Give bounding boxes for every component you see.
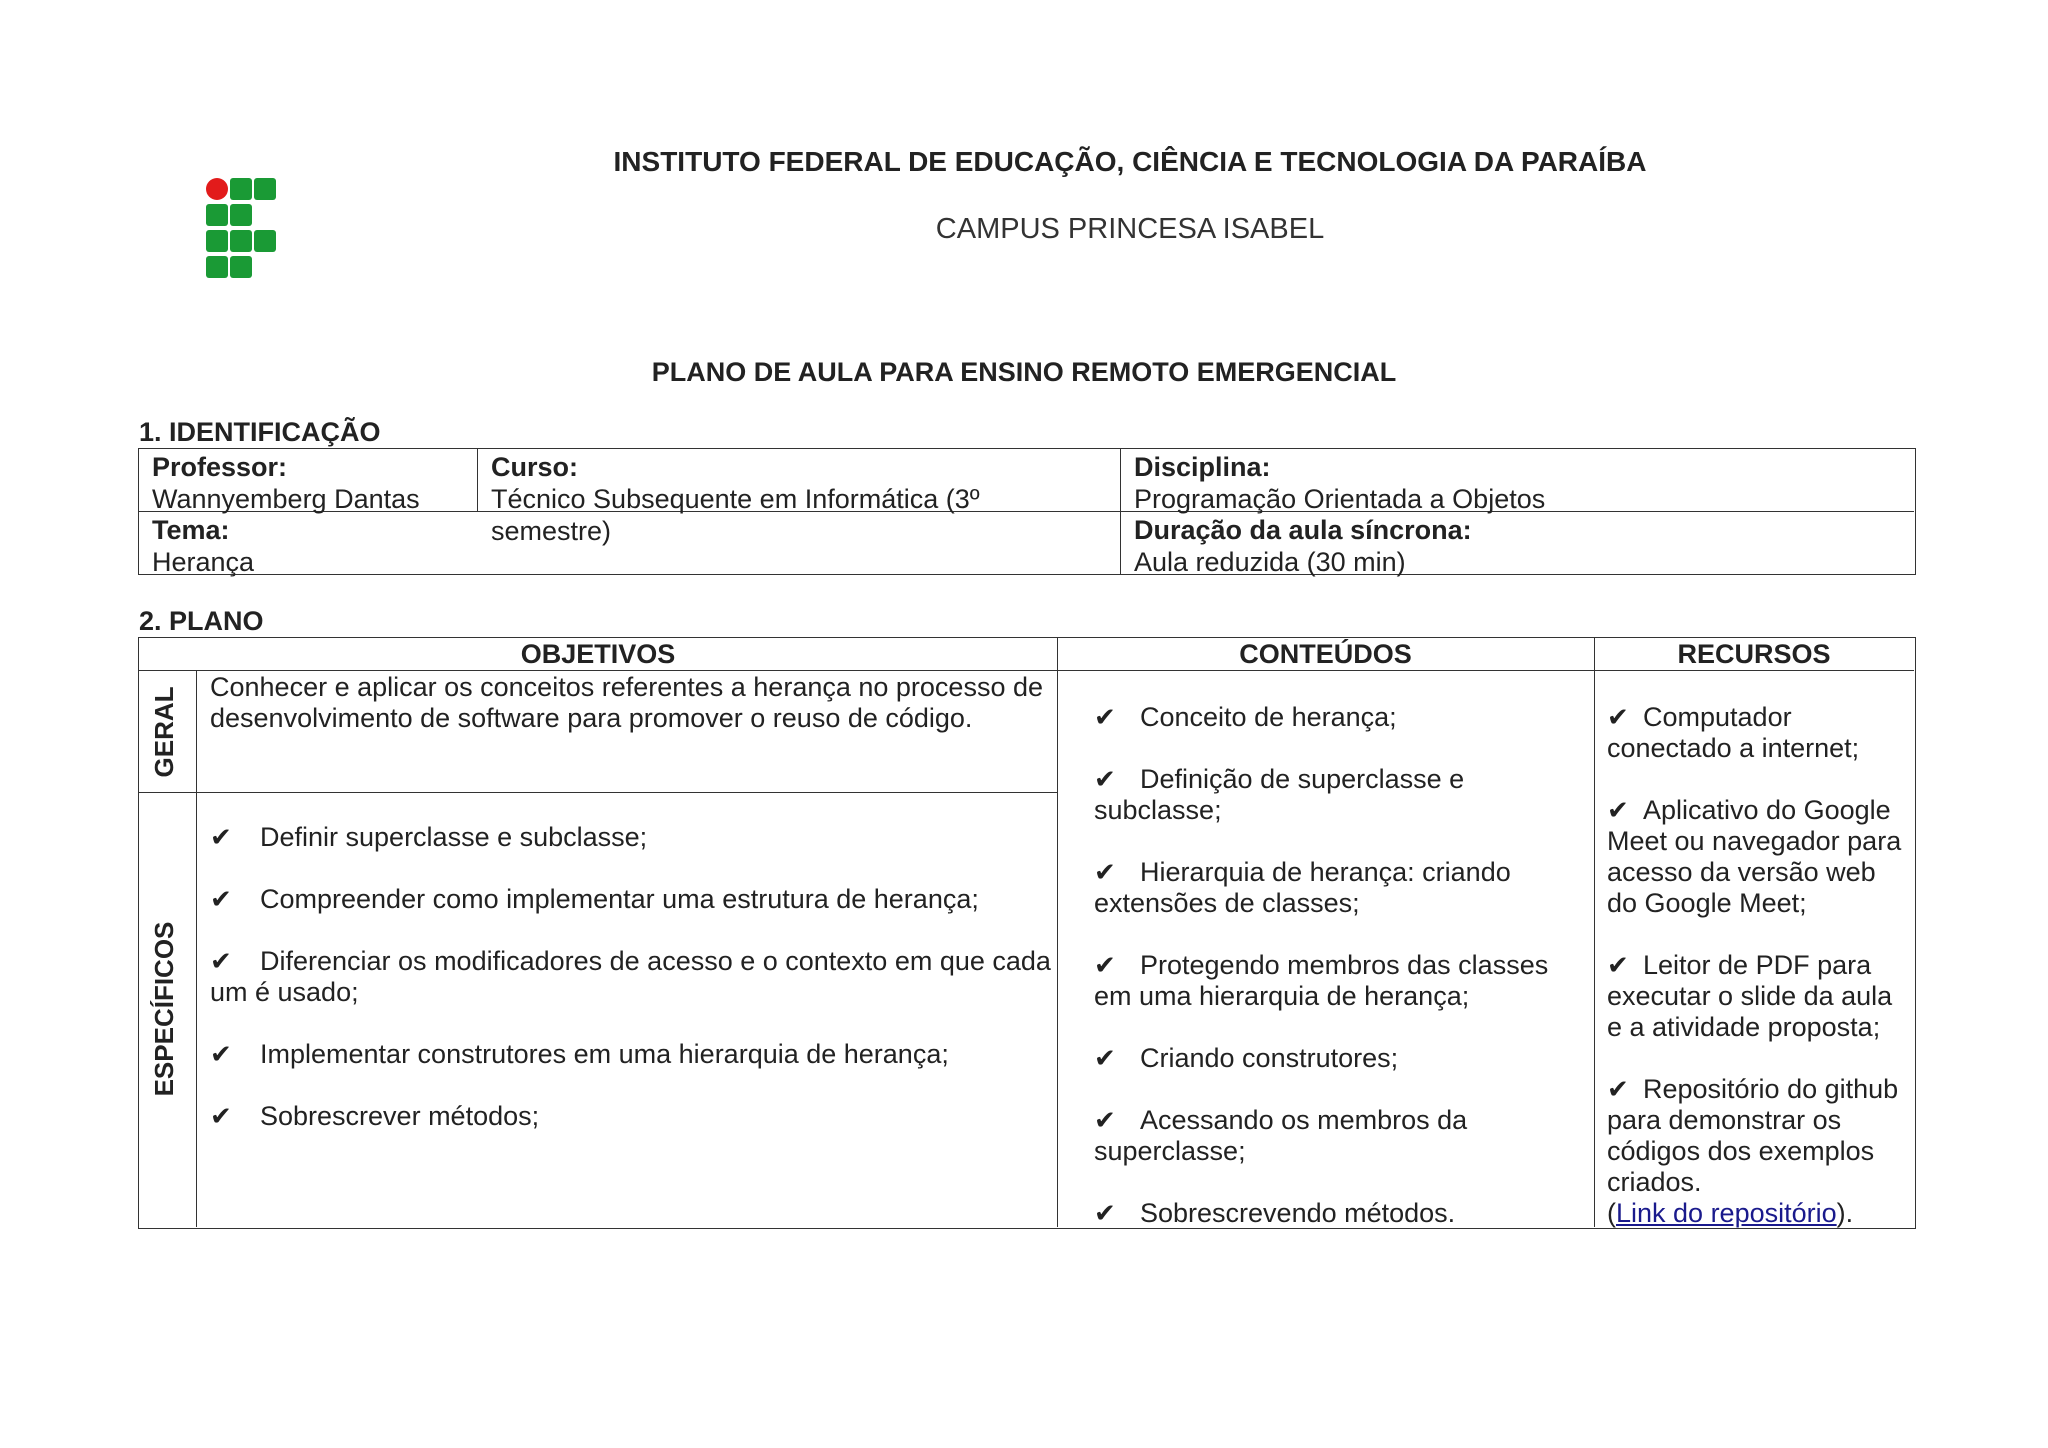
list-item [1094, 1105, 1584, 1167]
check-icon: ✔ [1607, 795, 1629, 825]
campus-name: CAMPUS PRINCESA ISABEL [935, 213, 1325, 245]
plan-table [138, 637, 1916, 1229]
header-recursos: RECURSOS [1677, 639, 1831, 669]
check-icon: ✔ [210, 1039, 232, 1069]
list-item-text: Compreender como implementar uma estrutura de herança; [260, 884, 979, 914]
header-objetivos: OBJETIVOS [520, 639, 676, 669]
check-icon: ✔ [1094, 1105, 1116, 1135]
list-item-text: Leitor de PDF para executar o slide da aula e a atividade proposta; [1607, 950, 1893, 1042]
list-item [1607, 950, 1912, 1043]
list-item-text: Aplicativo do Google Meet ou navegador para acesso da versão web do Google Meet; [1607, 795, 1902, 918]
duracao-cell [1121, 512, 1914, 577]
tema-cell [139, 512, 1121, 577]
disciplina-value: Programação Orientada a Objetos [1134, 484, 1546, 514]
list-item-text: Repositório do github para demonstrar os códigos dos exemplos criados. [1607, 1074, 1899, 1197]
list-item [210, 1101, 1055, 1132]
tema-value: Herança [152, 547, 255, 577]
check-icon: ✔ [1094, 702, 1116, 732]
geral-label: GERAL [149, 686, 179, 778]
check-icon: ✔ [1094, 857, 1116, 887]
list-item [1094, 857, 1584, 919]
list-item [1607, 1074, 1912, 1229]
conteudos-list [1094, 702, 1584, 1260]
plan-title: PLANO DE AULA PARA ENSINO REMOTO EMERGENCIAL [651, 357, 1397, 387]
repo-link-line [1607, 1198, 1912, 1229]
list-item [210, 822, 1055, 853]
check-icon: ✔ [1094, 1198, 1116, 1228]
list-item [1607, 795, 1912, 919]
professor-cell [139, 449, 478, 512]
check-icon: ✔ [1607, 1074, 1629, 1104]
list-item-text: Conceito de herança; [1140, 702, 1397, 732]
check-icon: ✔ [1607, 950, 1629, 980]
curso-cell [478, 449, 1121, 546]
professor-label: Professor: [152, 452, 288, 482]
section-plano-title: 2. PLANO [139, 606, 264, 636]
list-item [1094, 950, 1584, 1012]
list-item-text: Protegendo membros das classes em uma hierarquia de herança; [1094, 950, 1549, 1011]
row-divider [139, 792, 1057, 793]
ifpb-logo [206, 178, 278, 282]
duracao-label: Duração da aula síncrona: [1134, 515, 1472, 545]
list-item-text: Definir superclasse e subclasse; [260, 822, 648, 852]
recursos-list [1607, 702, 1912, 1229]
header-conteudos: CONTEÚDOS [1239, 639, 1412, 669]
col-divider-1 [1057, 638, 1058, 1227]
list-item-text: Computador conectado a internet; [1607, 702, 1860, 763]
link-suffix: ). [1836, 1198, 1854, 1228]
check-icon: ✔ [210, 946, 232, 976]
especificos-list [210, 822, 1055, 1163]
disciplina-cell [1121, 449, 1914, 512]
curso-label: Curso: [491, 452, 578, 482]
list-item-text: Sobrescrevendo métodos. [1140, 1198, 1456, 1228]
check-icon: ✔ [210, 822, 232, 852]
check-icon: ✔ [1607, 702, 1629, 732]
section-identificacao-title: 1. IDENTIFICAÇÃO [139, 417, 381, 447]
tema-label: Tema: [152, 515, 230, 545]
identification-table [138, 448, 1916, 575]
institution-title: INSTITUTO FEDERAL DE EDUCAÇÃO, CIÊNCIA E TECNOLOGIA DA PARAÍBA [613, 146, 1647, 177]
list-item-text: Diferenciar os modificadores de acesso e o contexto em que cada um é usado; [210, 946, 1051, 1007]
list-item [1094, 1198, 1584, 1229]
list-item [1094, 1043, 1584, 1074]
list-item [1607, 702, 1912, 764]
col-divider-2 [1594, 638, 1595, 1227]
duracao-value: Aula reduzida (30 min) [1134, 547, 1406, 577]
list-item-text: Criando construtores; [1140, 1043, 1399, 1073]
especificos-label: ESPECÍFICOS [149, 921, 179, 1097]
list-item-text: Acessando os membros da superclasse; [1094, 1105, 1468, 1166]
label-divider [196, 671, 197, 1227]
check-icon: ✔ [1094, 1043, 1116, 1073]
list-item [210, 1039, 1055, 1070]
check-icon: ✔ [210, 884, 232, 914]
list-item [210, 884, 1055, 915]
curso-value: Técnico Subsequente em Informática (3º semestre) [491, 484, 980, 546]
list-item-text: Definição de superclasse e subclasse; [1094, 764, 1465, 825]
list-item-text: Hierarquia de herança: criando extensões de classes; [1094, 857, 1511, 918]
disciplina-label: Disciplina: [1134, 452, 1271, 482]
check-icon: ✔ [1094, 950, 1116, 980]
repository-link[interactable]: Link do repositório [1616, 1198, 1837, 1228]
link-prefix: ( [1607, 1198, 1616, 1228]
list-item-text: Sobrescrever métodos; [260, 1101, 540, 1131]
list-item [1094, 702, 1584, 733]
professor-value: Wannyemberg Dantas [152, 484, 420, 514]
list-item-text: Implementar construtores em uma hierarquia de herança; [260, 1039, 949, 1069]
geral-text: Conhecer e aplicar os conceitos referentes a herança no processo de desenvolvimento de software para promover o reuso de código. [210, 672, 1043, 733]
check-icon: ✔ [1094, 764, 1116, 794]
check-icon: ✔ [210, 1101, 232, 1131]
list-item [210, 946, 1055, 1008]
list-item [1094, 764, 1584, 826]
